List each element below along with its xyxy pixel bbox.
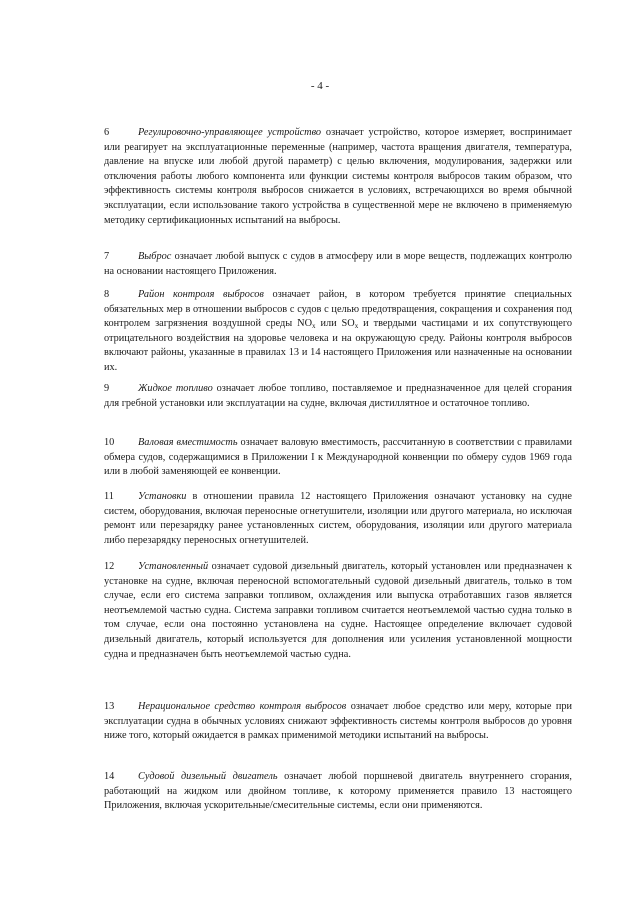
nox-subscript: x bbox=[312, 322, 316, 331]
definition-14 bbox=[104, 770, 572, 814]
definition-text: означает любое средство или меру, которые при эксплуатации судна в обычных условиях снижают эффективность системы контроля выбросов до уровня ниже того, который ожидается в рамках применимой методики испытаний на выбросы. bbox=[104, 701, 572, 742]
definition-6 bbox=[104, 126, 572, 228]
definition-number: 7 bbox=[104, 251, 110, 262]
definition-term: Валовая вместимость bbox=[138, 437, 238, 448]
definition-12 bbox=[104, 560, 572, 662]
definition-term: Район контроля выбросов bbox=[138, 289, 264, 300]
definition-term: Нерациональное средство контроля выбросов bbox=[138, 701, 347, 712]
page-number: - 4 - bbox=[310, 80, 330, 92]
definition-text: означает любой поршневой двигатель внутреннего сгорания, работающий на жидком или двойном топливе, к которому применяется правило 13 настоящего Приложения, включая ускорительные/смесительные системы, если они применяются. bbox=[104, 771, 572, 812]
sox-subscript: x bbox=[354, 322, 359, 331]
definition-term: Жидкое топливо bbox=[138, 383, 213, 394]
definition-number: 12 bbox=[104, 561, 115, 572]
definition-number: 10 bbox=[104, 437, 115, 448]
definition-number: 6 bbox=[104, 127, 110, 138]
definition-term: Регулировочно-управляющее устройство bbox=[138, 127, 322, 138]
definition-number: 8 bbox=[104, 289, 110, 300]
definition-text: означает район, в котором требуется принятие специальных обязательных мер в отношении выбросов с судов с целью предотвращения, сокращения и сохранения под контролем загрязнения воздушной среды NO bbox=[104, 289, 572, 330]
definition-term: Судовой дизельный двигатель bbox=[138, 771, 278, 782]
definition-text: означает валовую вместимость, рассчитанную в соответствии с правилами обмера судов, содержащимися в Приложении I к Международной конвенции по обмеру судов 1969 года или в любой заменяющей ее конвенции. bbox=[104, 437, 573, 478]
definition-text: в отношении правила 12 настоящего Приложения означают установку на судне систем, оборудования, включая переносные огнетушители, изоляции или другого материала, но исключая ремонт или перезарядку ранее установленных систем, оборудования, изоляции или другого материала либо перезарядку переносных огнетушителей. bbox=[104, 491, 572, 546]
definition-10 bbox=[104, 436, 572, 480]
definition-7 bbox=[104, 250, 572, 279]
definition-text: означает любое топливо, поставляемое и предназначенное для целей сгорания для гребной установки или эксплуатации на судне, включая дистиллятное и остаточное топливо. bbox=[104, 383, 572, 409]
definition-text: означает любой выпуск с судов в атмосферу или в море веществ, подлежащих контролю на основании настоящего Приложения. bbox=[104, 251, 572, 277]
definition-term: Выброс bbox=[138, 251, 172, 262]
definition-text: или SO bbox=[315, 318, 355, 330]
definition-11 bbox=[104, 490, 572, 548]
definition-9 bbox=[104, 382, 572, 411]
definition-term: Установки bbox=[138, 491, 187, 502]
definition-number: 9 bbox=[104, 383, 110, 394]
definition-13 bbox=[104, 700, 572, 744]
definition-number: 13 bbox=[104, 701, 115, 712]
definition-text: означает устройство, которое измеряет, воспринимает или реагирует на эксплуатационные переменные (например, частота вращения двигателя, температура, давление на впуске или любой другой параметр) с целью включения, модулирования, задержки или отключения работы любого компонента или функции системы контроля выбросов таким образом, что эффективность системы контроля выбросов снижается в условиях, встречающихся во время обычной эксплуатации, если использование такого устройства в существенной мере не включено в применяемую методику сертификационных испытаний на выбросы. bbox=[104, 127, 573, 226]
definition-8 bbox=[104, 288, 572, 376]
definition-number: 14 bbox=[104, 771, 115, 782]
definition-text: и твердыми частицами и их сопутствующего отрицательного воздействия на здоровье человека и на окружающую среду. Районы контроля выбросов включают районы, указанные в правилах 13 и 14 настоящего Приложения или назначенные на основании их. bbox=[104, 318, 572, 373]
definition-term: Установленный bbox=[138, 561, 209, 572]
definition-text: означает судовой дизельный двигатель, который установлен или предназначен к установке на судне, включая переносной вспомогательный судовой дизельный двигатель, только в том случае, если его система заправки топливом, охлаждения или выпуска отработавших газов является неотъемлемой частью судна. Система заправки топливом считается неотъемлемой частью судна только в том случае, если она постоянно установлена на судне. Настоящее определение включает судовой дизельный двигатель, который используется для дополнения или усиления установленной мощности судна и предназначен быть неотъемлемой частью судна. bbox=[104, 561, 572, 660]
definition-number: 11 bbox=[104, 491, 114, 502]
